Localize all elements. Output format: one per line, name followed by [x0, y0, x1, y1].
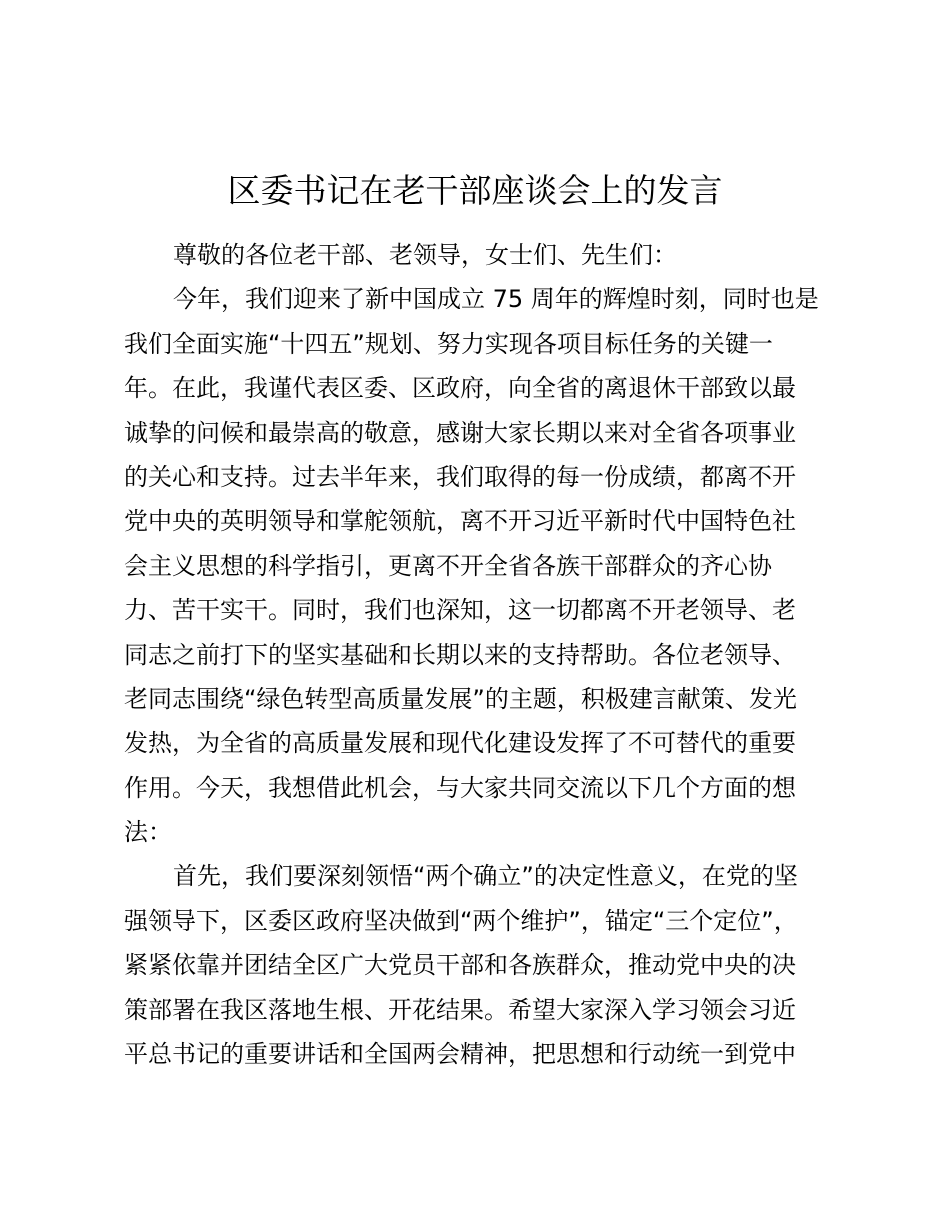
paragraph-line: 首先，我们要深刻领悟“两个确立”的决定性意义，在党的坚	[173, 862, 798, 891]
paragraph-line: 我们全面实施“十四五”规划、努力实现各项目标任务的关键一	[124, 329, 773, 358]
paragraph-line: 策部署在我区落地生根、开花结果。希望大家深入学习领会习近	[124, 995, 796, 1024]
paragraph-line: 会主义思想的科学指引，更离不开全省各族干部群众的齐心协	[124, 551, 772, 580]
paragraph-line: 强领导下，区委区政府坚决做到“两个维护”，锚定“三个定位”，	[124, 906, 798, 935]
paragraph-line: 紧紧依靠并团结全区广大党员干部和各族群众，推动党中央的决	[124, 951, 796, 980]
paragraph-line: 诚挚的问候和最崇高的敬意，感谢大家长期以来对全省各项事业	[124, 418, 796, 447]
paragraph-line: 作用。今天，我想借此机会，与大家共同交流以下几个方面的想	[124, 773, 796, 802]
paragraph-line: 年。在此，我谨代表区委、区政府，向全省的离退休干部致以最	[124, 374, 796, 403]
paragraph-line: 法：	[124, 818, 172, 847]
paragraph-line: 力、苦干实干。同时，我们也深知，这一切都离不开老领导、老	[124, 596, 796, 625]
paragraph-line: 同志之前打下的坚实基础和长期以来的支持帮助。各位老领导、	[124, 640, 796, 669]
paragraph-line: 发热，为全省的高质量发展和现代化建设发挥了不可替代的重要	[124, 729, 796, 758]
paragraph-line: 平总书记的重要讲话和全国两会精神，把思想和行动统一到党中	[124, 1040, 796, 1069]
paragraph-line: 今年，我们迎来了新中国成立 75 周年的辉煌时刻，同时也是	[173, 285, 819, 314]
paragraph-line: 的关心和支持。过去半年来，我们取得的每一份成绩，都离不开	[124, 462, 796, 491]
paragraph-line: 党中央的英明领导和掌舵领航，离不开习近平新时代中国特色社	[124, 507, 796, 536]
document-title: 区委书记在老干部座谈会上的发言	[227, 171, 723, 210]
paragraph-line: 老同志围绕“绿色转型高质量发展”的主题，积极建言献策、发光	[124, 684, 797, 713]
document-body	[124, 233, 840, 1076]
salutation-line: 尊敬的各位老干部、老领导，女士们、先生们：	[173, 241, 677, 269]
